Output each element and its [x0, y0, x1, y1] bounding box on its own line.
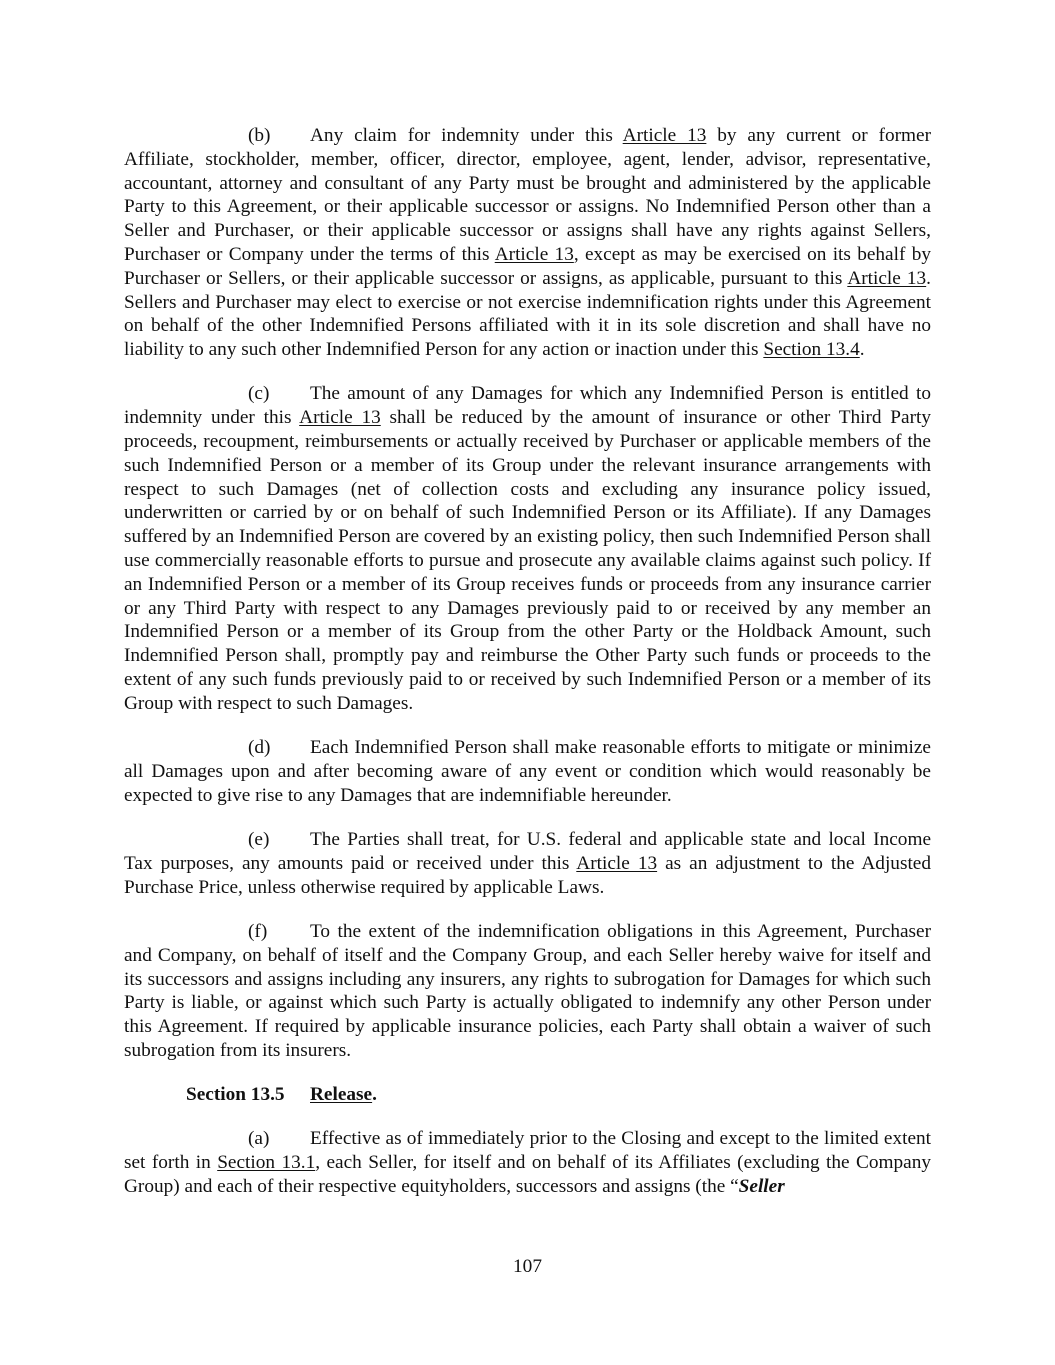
cross-reference-link[interactable]: Section 13.4 [763, 339, 860, 361]
cross-reference-link[interactable]: Article 13 [494, 243, 574, 265]
paragraph-label: (e) [248, 829, 270, 851]
cross-reference-link[interactable]: Article 13 [622, 125, 707, 146]
page-number: 107 [513, 1256, 542, 1277]
cross-reference-link[interactable]: Article 13 [847, 267, 927, 289]
paragraph-label: (a) [248, 1128, 270, 1150]
defined-term: Seller [738, 1176, 785, 1198]
paragraph-c: (c) The amount of any Damages for which any Indemnified Person is entitled to indemnity under this Article 13 shall be reduced by the amount of insurance or other Third Party proceeds, recoupment, reimbursements or actually received by Purchaser or applicable members of the such Indemnified Person or a member of its Group under the relevant insurance arrangements with respect to such Damages (net of collection costs and excluding any insurance policy issued, underwritten or carried by or on behalf of such Indemnified Person or its Affiliate). If any Damages suffered by an Indemnified Person are covered by an existing policy, then such Indemnified Person shall use commercially reasonable efforts to pursue and prosecute any available claims against such policy. If an Indemnified Person or a member of its Group receives funds or proceeds from any insurance carrier or any Third Party with respect to any Damages previously paid to or received by any member an Indemnified Person or a member of its Group from the other Party or the Holdback Amount, such Indemnified Person shall, promptly pay and reimburse the Other Party such funds or proceeds to the extent of any such funds previously paid to or received by such Indemnified Person or a member of its Group with respect to such Damages. [124, 383, 931, 714]
document-page [124, 124, 931, 1219]
paragraph-label: (c) [248, 383, 270, 405]
cross-reference-link[interactable]: Article 13 [576, 852, 658, 874]
paragraph-f: (f) To the extent of the indemnification obligations in this Agreement, Purchaser and Company, on behalf of itself and the Company Group, and each Seller hereby waive for itself and its successors and assigns including any insurers, any rights to subrogation for Damages for which such Party is liable, or against which such Party is actually obligated to indemnify any other Person under this Agreement. If required by applicable insurance policies, each Party shall obtain a waiver of such subrogation from its insurers. [124, 920, 931, 1061]
paragraph-b: (b) Any claim for indemnity under this Article 13 by any current or former Affiliate, stockholder, member, officer, director, employee, agent, lender, advisor, representative, accountant, attorney and consultant of any Party must be brought and administered by the applicable Party to this Agreement, or their applicable successor or assigns. No Indemnified Person other than a Seller and Purchaser, or their applicable successor or assigns shall have any rights against Sellers, Purchaser or Company under the terms of this Article 13, except as may be exercised on its behalf by Purchaser or Sellers, or their applicable successor or assigns, as applicable, pursuant to this Article 13. Sellers and Purchaser may elect to exercise or not exercise indemnification rights under this Agreement on behalf of the other Indemnified Persons affiliated with it in its sole discretion and shall have no liability to any such other Indemnified Person for any action or inaction under this Section 13.4. [124, 125, 931, 361]
paragraph-label: (f) [248, 920, 268, 942]
cross-reference-link[interactable]: Section 13.1 [217, 1152, 316, 1174]
paragraph-e: (e) The Parties shall treat, for U.S. federal and applicable state and local Income Tax purposes, any amounts paid or received under this Article 13 as an adjustment to the Adjusted Purchase Price, unless otherwise required by applicable Laws. [124, 829, 932, 898]
cross-reference-link[interactable]: Article 13 [299, 407, 381, 429]
release-paragraph-a: (a) Effective as of immediately prior to the Closing and except to the limited extent set forth in Section 13.1, each Seller, for itself and on behalf of its Affiliates (excluding the Company Group) and each of their respective equityholders, successors and assigns (the “Seller [124, 1128, 931, 1198]
section-heading: Section 13.5 Release. [186, 1084, 377, 1106]
paragraph-label: (b) [248, 125, 271, 146]
section-number: Section 13.5 [186, 1084, 285, 1106]
section-title: Release [310, 1084, 373, 1106]
paragraph-d: (d) Each Indemnified Person shall make reasonable efforts to mitigate or minimize all Damages upon and after becoming aware of any event or condition which would reasonably be expected to give rise to any Damages that are indemnifiable hereunder. [124, 737, 931, 806]
paragraph-label: (d) [248, 737, 271, 759]
